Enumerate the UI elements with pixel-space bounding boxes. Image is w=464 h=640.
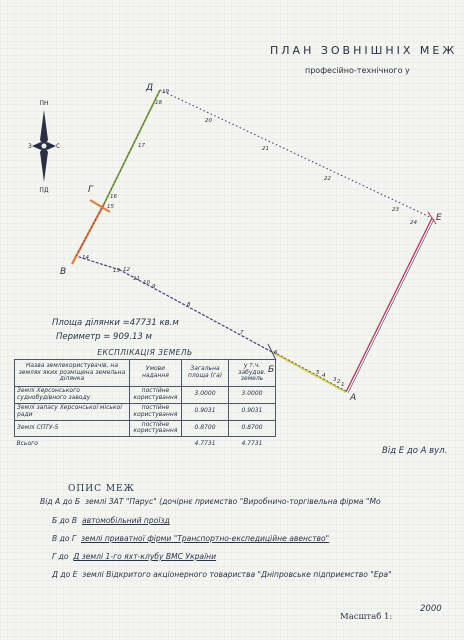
point-number: 12	[123, 267, 130, 273]
table-cell: 3.0000	[229, 387, 276, 404]
description-text: автомобільний проїзд	[81, 516, 170, 525]
boundary-e-a	[346, 218, 432, 392]
point-number: 19	[162, 89, 169, 95]
point-number: 18	[155, 100, 162, 106]
table-cell: 0.9031	[229, 403, 276, 420]
point-number: 24	[410, 220, 417, 226]
corner-g: Г	[88, 185, 94, 195]
description-range: Д до Е	[52, 570, 78, 579]
description-line	[52, 552, 216, 561]
table-cell: Землі запасу Херсонської міської ради	[15, 403, 130, 420]
table-total-row	[15, 437, 276, 452]
description-line	[40, 497, 381, 506]
column-header: Умови надання	[129, 360, 181, 387]
description-line	[52, 570, 392, 579]
total-built: 4.7731	[241, 439, 263, 447]
description-range: Від А до Б	[40, 497, 81, 506]
corner-e: Е	[436, 213, 442, 223]
description-title: ОПИС МЕЖ	[68, 484, 135, 494]
point-number: 4	[322, 373, 326, 379]
description-line	[52, 516, 170, 525]
explication-caption: ЕКСПЛІКАЦІЯ ЗЕМЕЛЬ	[97, 348, 193, 357]
table-cell	[129, 437, 181, 452]
explication-table-block	[14, 348, 276, 451]
point-number: 11	[133, 276, 140, 282]
table-cell: 0.8700	[182, 420, 229, 437]
point-number: 15	[107, 204, 114, 210]
table-cell: 3.0000	[182, 387, 229, 404]
compass-north: ПН	[39, 100, 49, 107]
table-cell: постійне користування	[129, 387, 181, 404]
total-label: Всього	[16, 439, 38, 447]
table-row	[15, 387, 276, 404]
point-number: 6	[274, 350, 278, 356]
corner-b: Б	[268, 365, 275, 375]
boundary-a-b	[272, 352, 346, 392]
plan-subtitle: професійно-технічного у	[305, 66, 410, 75]
description-text: землі Відкритого акціонерного товариства "Дніпровське підприємство "Ера"	[82, 570, 392, 579]
section-note: Від Е до А вул.	[382, 446, 448, 456]
table-cell: постійне користування	[129, 420, 181, 437]
compass-south: ПД	[39, 187, 49, 194]
description-line	[52, 534, 329, 543]
description-range: Г до	[52, 552, 69, 561]
table-cell: 0.8700	[229, 420, 276, 437]
point-number: 9	[152, 284, 156, 290]
point-number: 21	[262, 146, 269, 152]
description-text: Д землі 1-го яхт-клубу ВМС України	[73, 552, 217, 561]
compass-east: С	[56, 143, 61, 150]
point-number: 13	[113, 268, 120, 274]
column-header: Назва землекористувачів, на землях яких розміщена земельна ділянка	[15, 360, 130, 387]
description-range: В до Г	[52, 534, 77, 543]
table-row	[15, 420, 276, 437]
point-number: 1	[341, 382, 345, 388]
point-number: 14	[82, 255, 89, 261]
column-header: Загальна площа (га)	[182, 360, 229, 387]
point-number: 22	[324, 176, 331, 182]
boundary-d-e	[160, 90, 432, 218]
table-cell: Землі Херсонського суднобудівного заводу	[15, 387, 130, 404]
point-number: 23	[392, 207, 399, 213]
point-number: 20	[205, 118, 212, 124]
table-cell: Землі СПТУ-5	[15, 420, 130, 437]
point-number: 8	[187, 302, 191, 308]
point-number: 2	[337, 379, 341, 385]
plan-title: ПЛАН ЗОВНІШНІХ МЕЖ	[270, 44, 458, 57]
point-number: 10	[143, 280, 150, 286]
scale-value: 2000	[420, 604, 442, 614]
scale-label: Масштаб 1:	[340, 612, 393, 622]
compass-west: З	[28, 143, 32, 150]
point-number: 3	[333, 377, 337, 383]
total-area: 4.7731	[194, 439, 216, 447]
point-number: 7	[240, 330, 244, 336]
plot-perimeter: Периметр = 909.13 м	[56, 332, 152, 342]
description-range: Б до В	[52, 516, 78, 525]
point-number: 16	[110, 194, 117, 200]
explication-table	[14, 359, 276, 451]
description-text: землі приватної фірми "Транспортно-експедиційне авенство"	[81, 534, 330, 543]
table-row	[15, 403, 276, 420]
point-number: 17	[138, 143, 145, 149]
column-header: у т.ч. забудов. земель	[229, 360, 276, 387]
point-number: 5	[316, 370, 320, 376]
table-cell: постійне користування	[129, 403, 181, 420]
table-cell: 0.9031	[182, 403, 229, 420]
plot-area: Площа ділянки =47731 кв.м	[52, 318, 179, 328]
corner-a: А	[350, 393, 357, 403]
point-numbers	[82, 89, 417, 388]
corner-v: В	[60, 267, 67, 277]
corner-d: Д	[146, 83, 154, 93]
boundary-g-d	[104, 90, 160, 204]
description-text: землі ЗАТ "Парус" (дочірнє приємство "Виробничо-торгівельна фірма "Мо	[84, 497, 381, 506]
